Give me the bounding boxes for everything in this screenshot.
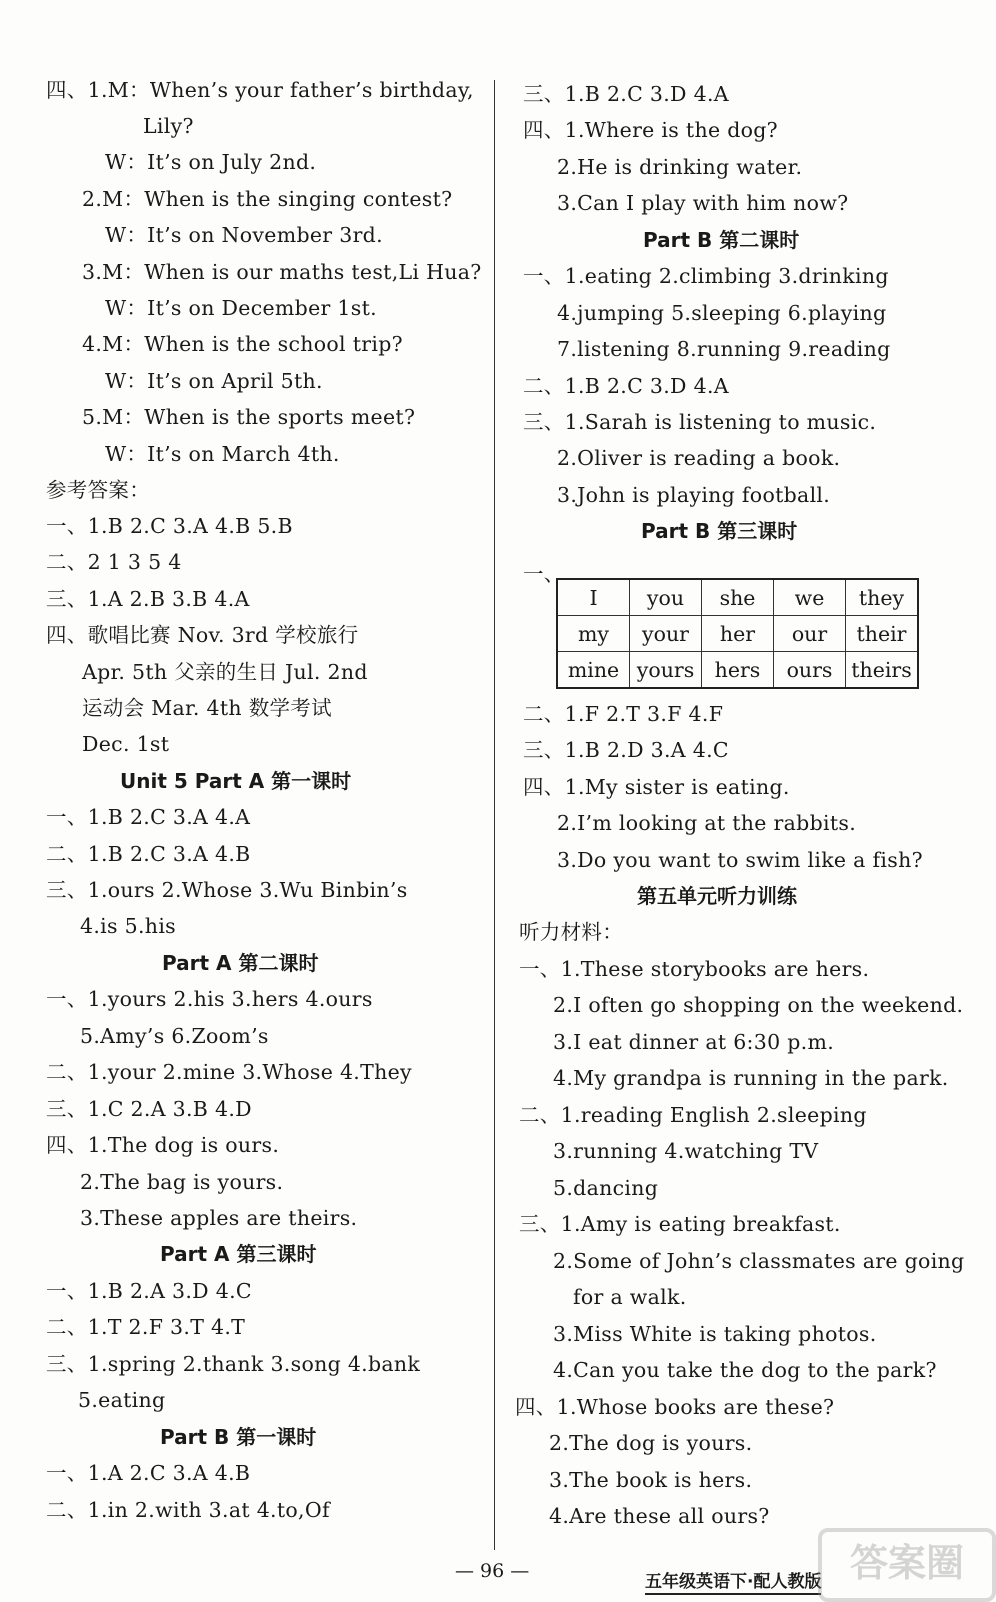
table-cell: our <box>774 616 846 652</box>
text-line: 三、1.Amy is eating breakfast. <box>519 1212 841 1236</box>
text-line: W：It’s on December 1st. <box>105 296 377 320</box>
text-line: 3.running 4.watching TV <box>553 1139 819 1163</box>
text-line: 5.eating <box>78 1388 166 1412</box>
table-cell: hers <box>702 652 774 689</box>
text-line: W：It’s on November 3rd. <box>105 223 383 247</box>
text-line: 2.The dog is yours. <box>549 1431 753 1455</box>
footer-label: 五年级英语下·配人教版 <box>645 1567 821 1595</box>
section-heading: Unit 5 Part A 第一课时 <box>120 769 352 793</box>
text-line: 5.M：When is the sports meet? <box>82 405 416 429</box>
text-line: Apr. 5th 父亲的生日 Jul. 2nd <box>82 660 368 684</box>
text-line: W：It’s on April 5th. <box>105 369 323 393</box>
text-line: 4.M：When is the school trip? <box>82 332 403 356</box>
text-line: 2.M：When is the singing contest? <box>82 187 453 211</box>
text-line: 4.Are these all ours? <box>549 1504 770 1528</box>
text-line: 4.Can you take the dog to the park? <box>553 1358 937 1382</box>
text-line: 3.The book is hers. <box>549 1468 753 1492</box>
table-row <box>557 616 918 652</box>
section-heading: Part B 第三课时 <box>641 519 798 543</box>
text-line: 三、1.A 2.B 3.B 4.A <box>46 587 250 611</box>
text-line: Dec. 1st <box>82 732 170 756</box>
text-line: 3.Do you want to swim like a fish? <box>557 848 923 872</box>
text-line: 2.Some of John’s classmates are going <box>553 1249 965 1273</box>
text-line: 一、1.B 2.A 3.D 4.C <box>46 1279 252 1303</box>
text-line: 一、1.A 2.C 3.A 4.B <box>46 1461 251 1485</box>
text-line: 一、1.eating 2.climbing 3.drinking <box>523 264 889 288</box>
text-line: 四、1.My sister is eating. <box>523 775 790 799</box>
text-line: 2.Oliver is reading a book. <box>557 446 841 470</box>
text-line: 三、1.B 2.C 3.D 4.A <box>523 82 729 106</box>
table-cell: mine <box>557 652 630 689</box>
text-line: 四、1.The dog is ours. <box>46 1133 280 1157</box>
table-cell: my <box>557 616 630 652</box>
text-line: 二、2 1 3 5 4 <box>46 550 182 574</box>
text-line: for a walk. <box>573 1285 687 1309</box>
text-line: 四、1.Where is the dog? <box>523 118 778 142</box>
text-line: 二、1.F 2.T 3.F 4.F <box>523 702 724 726</box>
text-line: 二、1.your 2.mine 3.Whose 4.They <box>46 1060 412 1084</box>
text-line: 4.is 5.his <box>80 914 176 938</box>
page-number: — 96 — <box>455 1560 530 1582</box>
text-line: 三、1.C 2.A 3.B 4.D <box>46 1097 252 1121</box>
table-cell: you <box>630 579 702 616</box>
text-line: 2.I often go shopping on the weekend. <box>553 993 964 1017</box>
text-line: 运动会 Mar. 4th 数学考试 <box>82 696 332 720</box>
text-line: 2.He is drinking water. <box>557 155 803 179</box>
column-divider <box>494 80 495 1550</box>
section-heading: 第五单元听力训练 <box>637 884 797 908</box>
table-cell: ours <box>774 652 846 689</box>
table-cell: they <box>846 579 919 616</box>
text-line: 一、1.yours 2.his 3.hers 4.ours <box>46 987 373 1011</box>
text-line: 三、1.spring 2.thank 3.song 4.bank <box>46 1352 421 1376</box>
text-line: 3.M：When is our maths test,Li Hua? <box>82 260 482 284</box>
text-line: W：It’s on March 4th. <box>105 442 340 466</box>
text-line: 3.Can I play with him now? <box>557 191 849 215</box>
text-line: 一、1.B 2.C 3.A 4.B 5.B <box>46 514 293 538</box>
text-line: W：It’s on July 2nd. <box>105 150 317 174</box>
table-row <box>557 652 918 689</box>
table-cell: theirs <box>846 652 919 689</box>
text-line: 二、1.B 2.C 3.D 4.A <box>523 374 729 398</box>
answers-heading: 参考答案： <box>46 478 150 502</box>
table-row <box>557 579 918 616</box>
text-line: 二、1.B 2.C 3.A 4.B <box>46 842 251 866</box>
text-line: 2.The bag is yours. <box>80 1170 284 1194</box>
text-line: 一、 <box>523 562 565 586</box>
table-cell: we <box>774 579 846 616</box>
text-line: 四、1.Whose books are these? <box>515 1395 835 1419</box>
section-heading: Part A 第二课时 <box>162 951 319 975</box>
table-cell: their <box>846 616 919 652</box>
text-line: 一、1.B 2.C 3.A 4.A <box>46 805 251 829</box>
text-line: 三、1.ours 2.Whose 3.Wu Binbin’s <box>46 878 408 902</box>
table-cell: her <box>702 616 774 652</box>
text-line: 3.These apples are theirs. <box>80 1206 358 1230</box>
pronoun-table <box>556 578 919 689</box>
table-cell: yours <box>630 652 702 689</box>
text-line: 4.jumping 5.sleeping 6.playing <box>557 301 887 325</box>
text-line: 二、1.T 2.F 3.T 4.T <box>46 1315 246 1339</box>
text-line: 2.I’m looking at the rabbits. <box>557 811 857 835</box>
text-line: 三、1.Sarah is listening to music. <box>523 410 877 434</box>
text-line: 3.I eat dinner at 6:30 p.m. <box>553 1030 835 1054</box>
text-line: 听力材料： <box>519 920 623 944</box>
table-cell: your <box>630 616 702 652</box>
text-line: 3.Miss White is taking photos. <box>553 1322 877 1346</box>
text-line: 二、1.in 2.with 3.at 4.to,Of <box>46 1498 330 1522</box>
text-line: 7.listening 8.running 9.reading <box>557 337 891 361</box>
section-heading: Part A 第三课时 <box>160 1242 317 1266</box>
text-line: 5.Amy’s 6.Zoom’s <box>80 1024 269 1048</box>
section-heading: Part B 第二课时 <box>643 228 800 252</box>
text-line: 二、1.reading English 2.sleeping <box>519 1103 867 1127</box>
text-line: 5.dancing <box>553 1176 659 1200</box>
text-line: 四、1.M：When’s your father’s birthday, <box>46 78 474 102</box>
section-heading: Part B 第一课时 <box>160 1425 317 1449</box>
text-line: 三、1.B 2.D 3.A 4.C <box>523 738 729 762</box>
table-cell: I <box>557 579 630 616</box>
text-line: 一、1.These storybooks are hers. <box>519 957 870 981</box>
text-line: Lily? <box>143 114 194 138</box>
table-cell: she <box>702 579 774 616</box>
text-line: 3.John is playing football. <box>557 483 831 507</box>
text-line: 4.My grandpa is running in the park. <box>553 1066 949 1090</box>
watermark-logo: 答案圈 <box>818 1528 996 1602</box>
text-line: 四、歌唱比赛 Nov. 3rd 学校旅行 <box>46 623 359 647</box>
